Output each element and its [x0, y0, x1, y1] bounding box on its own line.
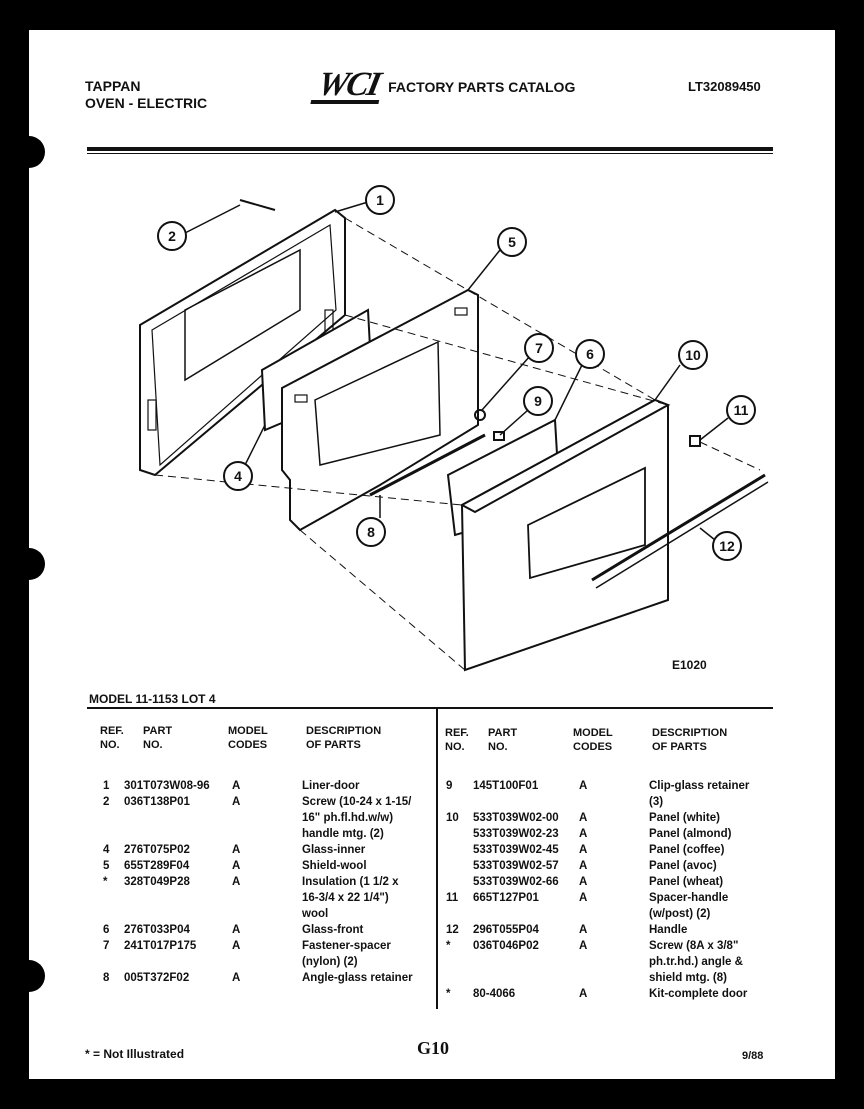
- table-cell-ref: 10: [446, 812, 459, 824]
- exploded-door-diagram: [0, 170, 864, 730]
- callout-2: 2: [168, 228, 176, 244]
- header-rule-thin: [87, 153, 773, 154]
- callout-7: 7: [535, 340, 543, 356]
- table-divider: [436, 709, 438, 1009]
- table-cell-part: 533T039W02-45: [473, 844, 559, 856]
- table-cell-desc: Panel (wheat): [649, 876, 724, 888]
- table-cell-desc: Panel (almond): [649, 828, 732, 840]
- table-cell-ref: 7: [103, 940, 110, 952]
- table-cell-desc: Panel (avoc): [649, 860, 717, 872]
- table-cell-desc: (3): [649, 796, 664, 808]
- table-cell-code: A: [579, 812, 588, 824]
- table-cell-desc: Glass-inner: [302, 844, 366, 856]
- callout-12: 12: [719, 538, 735, 554]
- table-cell-desc: shield mtg. (8): [649, 972, 727, 984]
- table-cell-ref: 1: [103, 780, 110, 792]
- callout-9: 9: [534, 393, 542, 409]
- header-codes-right: MODEL CODES: [573, 727, 613, 753]
- table-cell-desc: Spacer-handle: [649, 892, 729, 904]
- table-cell-desc: Shield-wool: [302, 860, 367, 872]
- callout-5: 5: [508, 234, 516, 250]
- page-code: G10: [417, 1038, 450, 1058]
- table-cell-code: A: [579, 860, 588, 872]
- screw-part: [240, 200, 275, 210]
- table-cell-part: 241T017P175: [124, 940, 197, 952]
- callout-10: 10: [685, 347, 701, 363]
- table-cell-part: 655T289F04: [124, 860, 190, 872]
- table-cell-code: A: [579, 988, 588, 1000]
- table-cell-desc: Kit-complete door: [649, 988, 748, 1000]
- outer-panel-part: [462, 400, 668, 670]
- table-cell-part: 328T049P28: [124, 876, 190, 888]
- header-ref: REF. NO.: [100, 725, 124, 751]
- table-cell-desc: Handle: [649, 924, 688, 936]
- table-cell-desc: Liner-door: [302, 780, 360, 792]
- table-cell-part: 036T138P01: [124, 796, 190, 808]
- table-cell-desc: Clip-glass retainer: [649, 780, 750, 792]
- table-cell-part: 005T372F02: [124, 972, 190, 984]
- table-cell-part: 296T055P04: [473, 924, 539, 936]
- table-cell-code: A: [232, 940, 241, 952]
- table-cell-desc: ph.tr.hd.) angle &: [649, 956, 743, 968]
- table-cell-desc: Panel (coffee): [649, 844, 725, 856]
- callout-8: 8: [367, 524, 375, 540]
- table-cell-code: A: [232, 796, 241, 808]
- header-part: PART NO.: [143, 725, 173, 751]
- table-top-rule: [87, 707, 773, 709]
- table-cell-part: 533T039W02-23: [473, 828, 559, 840]
- table-cell-part: 036T046P02: [473, 940, 539, 952]
- catalog-code: LT32089450: [688, 79, 761, 94]
- catalog-title: FACTORY PARTS CATALOG: [388, 79, 576, 95]
- table-cell-ref: 12: [446, 924, 459, 936]
- table-cell-code: A: [232, 876, 241, 888]
- table-cell-desc: Screw (8A x 3/8": [649, 940, 739, 952]
- header-part-right: PART NO.: [488, 727, 518, 753]
- table-cell-part: 533T039W02-00: [473, 812, 559, 824]
- table-cell-desc: 16" ph.fl.hd.w/w): [302, 812, 394, 824]
- table-cell-part: 276T033P04: [124, 924, 190, 936]
- table-cell-desc: Fastener-spacer: [302, 940, 391, 952]
- spacer-handle-part: [690, 436, 700, 446]
- table-cell-desc: handle mtg. (2): [302, 828, 384, 840]
- callout-6: 6: [586, 346, 594, 362]
- table-cell-desc: Insulation (1 1/2 x: [302, 876, 399, 888]
- table-cell-ref: *: [103, 876, 108, 888]
- table-cell-code: A: [232, 860, 241, 872]
- header-center: [314, 66, 576, 104]
- table-cell-desc: Angle-glass retainer: [302, 972, 413, 984]
- table-cell-ref: 2: [103, 796, 110, 808]
- table-cell-code: A: [579, 892, 588, 904]
- table-cell-code: A: [579, 844, 588, 856]
- brand-name: TAPPAN: [85, 78, 141, 94]
- callout-4: 4: [234, 468, 242, 484]
- table-cell-desc: (nylon) (2): [302, 956, 358, 968]
- table-cell-part: 533T039W02-57: [473, 860, 559, 872]
- table-cell-desc: wool: [302, 908, 329, 920]
- table-cell-code: A: [232, 972, 241, 984]
- table-cell-code: A: [579, 876, 588, 888]
- table-cell-part: 301T073W08-96: [124, 780, 210, 792]
- table-cell-desc: 16-3/4 x 22 1/4"): [302, 892, 389, 904]
- figure-code: E1020: [672, 658, 707, 672]
- table-cell-part: 80-4066: [473, 988, 516, 1000]
- date-code: 9/88: [742, 1050, 764, 1062]
- wci-logo: WCI: [310, 70, 385, 104]
- table-cell-code: A: [579, 924, 588, 936]
- table-cell-code: A: [579, 828, 588, 840]
- table-cell-ref: 11: [446, 892, 459, 904]
- table-cell-part: 276T075P02: [124, 844, 190, 856]
- header-ref-right: REF. NO.: [445, 727, 469, 753]
- table-cell-ref: *: [446, 988, 451, 1000]
- binder-hole: [13, 960, 45, 992]
- table-cell-desc: Screw (10-24 x 1-15/: [302, 796, 412, 808]
- table-cell-ref: 4: [103, 844, 110, 856]
- table-cell-desc: Panel (white): [649, 812, 720, 824]
- product-type: OVEN - ELECTRIC: [85, 95, 208, 111]
- table-cell-part: 665T127P01: [473, 892, 539, 904]
- table-cell-ref: *: [446, 940, 451, 952]
- binder-hole: [13, 136, 45, 168]
- table-cell-code: A: [579, 780, 588, 792]
- table-cell-code: A: [232, 844, 241, 856]
- table-cell-desc: Glass-front: [302, 924, 364, 936]
- header-rule: [87, 147, 773, 151]
- header-left: [85, 78, 207, 112]
- callout-1: 1: [376, 192, 384, 208]
- table-cell-ref: 8: [103, 972, 110, 984]
- callout-11: 11: [733, 402, 749, 418]
- table-cell-code: A: [232, 780, 241, 792]
- header-desc: DESCRIPTION OF PARTS: [306, 725, 382, 751]
- header-codes: MODEL CODES: [228, 725, 268, 751]
- table-cell-desc: (w/post) (2): [649, 908, 711, 920]
- table-cell-code: A: [579, 940, 588, 952]
- table-cell-ref: 9: [446, 780, 453, 792]
- table-cell-code: A: [232, 924, 241, 936]
- header-desc-right: DESCRIPTION OF PARTS: [652, 727, 728, 753]
- table-cell-part: 533T039W02-66: [473, 876, 559, 888]
- table-cell-ref: 5: [103, 860, 110, 872]
- table-cell-part: 145T100F01: [473, 780, 539, 792]
- footer-note: * = Not Illustrated: [85, 1047, 185, 1061]
- model-line: MODEL 11-1153 LOT 4: [89, 692, 216, 706]
- table-cell-ref: 6: [103, 924, 110, 936]
